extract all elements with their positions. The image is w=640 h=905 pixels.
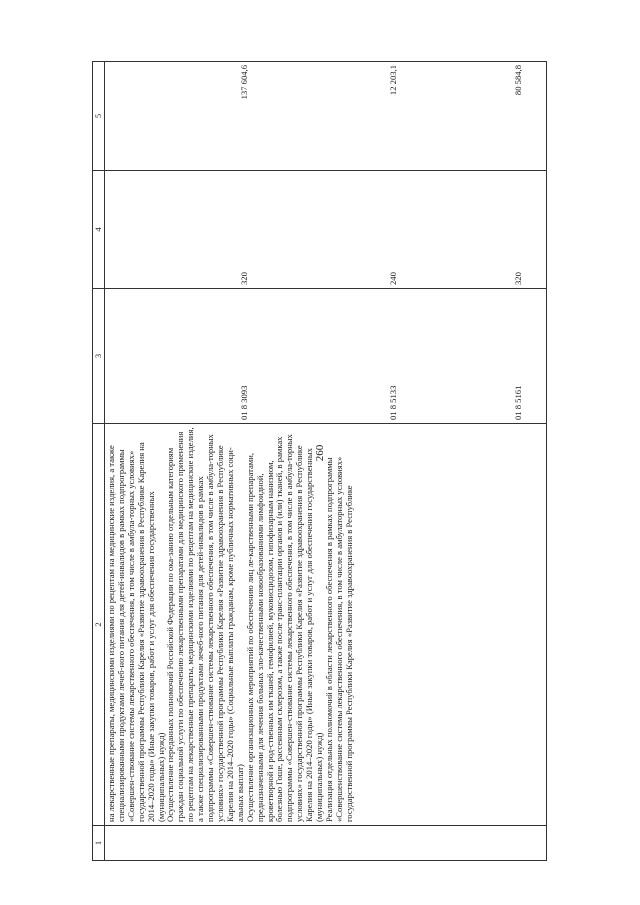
row-2-code: 01 8 3093 (239, 385, 249, 420)
row-1-text: на лекарственные препараты, медицинскими изделиями по рецептам на медицинские изделия, а также специализированными продуктами лечеб-ного питания для детей-инвалидов в рамках подпрограммы «Совершен-ствование системы лекарственного обеспечения, в том числе в амбула-торных условиях» государственной программы Республики Карелия «Развитие здравоохранения в Республике Карелия на 2014–2020 годы» (Иные закупки товаров, работ и услуг для обеспечения государственных (муниципальных) нужд) (106, 442, 166, 822)
column-3 (105, 288, 546, 423)
row-4-kind: 320 (513, 272, 523, 285)
row-3-code: 01 8 5133 (388, 385, 398, 420)
table-header (93, 62, 105, 860)
column-2 (105, 423, 546, 825)
header-col-3: 3 (93, 288, 104, 423)
header-col-1: 1 (93, 825, 104, 860)
column-5 (105, 62, 546, 170)
row-4-amount: 80 584,8 (513, 65, 523, 96)
header-col-2: 2 (93, 423, 104, 825)
row-2-kind: 320 (239, 272, 249, 285)
header-col-4: 4 (93, 170, 104, 288)
row-4-code: 01 8 5161 (513, 385, 523, 420)
row-3-text: Осуществление организационных мероприятий по обеспечению лиц ле-карственными препаратами, предназначенными для лечения больных зло-качественными новообразованиями лимфоидной, кроветворной и род-ственных им тканей, гемофилией, муковисцидозом, гипофизарным нанизмом, болезнью Гоше, рассеянным склерозом, а также после транс-плантации органов и (или) тканей, в рамках подпрограммы «Совершен-ствование системы лекарственного обеспечения, в том числе в амбула-торных условиях» государственной программы Республики Карелия «Развитие здравоохранения в Республике Карелия на 2014–2020 годы» (Иные закупки товаров, работ и услуг для обеспечения государственных (муниципальных) нужд) (244, 434, 325, 822)
header-col-5: 5 (93, 113, 103, 119)
row-2-amount: 137 604,6 (239, 65, 249, 100)
column-1 (105, 825, 546, 860)
row-3-amount: 12 203,1 (388, 65, 398, 96)
row-2-text: Осуществление переданных полномочий Российской Федерации по ока-занию отдельным категориям граждан социальной услуги по обеспечению лекарственными препаратами для медицинского применения по рецептам на лекарственные препараты, медицинскими изделиями по рецептам на медицинские изделия, а также специализированными продуктами лечеб-ного питания для детей-инвалидов в рамках подпрограммы «Совершен-ствование системы лекарственного обеспечения, в том числе в амбула-торных условиях» государственной программы Республики Карелия «Развитие здравоохранения в Республике Карелия на 2014–2020 годы» (Социальные выплаты гражданам, кроме публичных нормативных соци-альных выплат) (165, 427, 245, 822)
row-3-kind: 240 (388, 272, 398, 285)
column-4 (105, 170, 546, 288)
budget-table (92, 61, 547, 861)
page-number: 260 (314, 444, 326, 462)
row-4-text: Реализация отдельных полномочий в области лекарственного обеспечения в рамках подпрограммы «Совершенствование системы лекарственного обеспечения, в том числе в амбулаторных условиях» государственной программы Республики Карелия «Развитие здравоохранения в Республике (323, 456, 354, 822)
